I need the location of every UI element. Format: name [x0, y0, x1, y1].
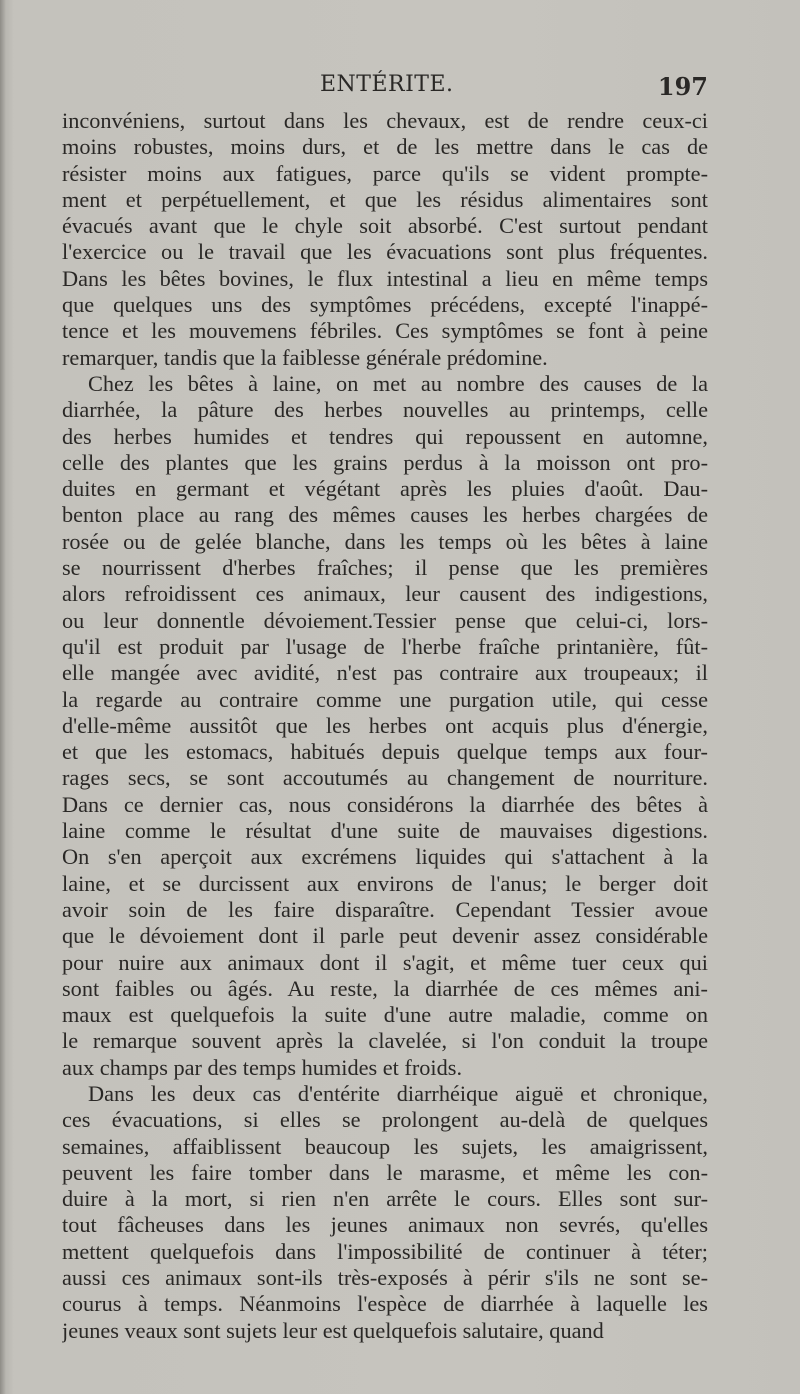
text-line: l'exercice ou le travail que les évacuations sont plus fréquentes.: [62, 239, 708, 265]
text-line: semaines, affaiblissent beaucoup les sujets, les amaigrissent,: [62, 1133, 708, 1159]
text-line: que quelques uns des symptômes précédens, excepté l'inappé-: [62, 292, 708, 318]
text-line: aux champs par des temps humides et froids.: [62, 1054, 463, 1080]
text-line: On s'en aperçoit aux excrémens liquides qui s'attachent à la: [62, 844, 708, 870]
text-line: la regarde au contraire comme une purgation utile, qui cesse: [62, 686, 708, 712]
text-line: Dans ce dernier cas, nous considérons la diarrhée des bêtes à: [62, 791, 708, 817]
text-line: mettent quelquefois dans l'impossibilité de continuer à téter;: [62, 1238, 708, 1264]
text-line: que le dévoiement dont il parle peut devenir assez considérable: [62, 923, 708, 949]
text-line: qu'il est produit par l'usage de l'herbe fraîche printanière, fût-: [62, 633, 708, 659]
text-line: le remarque souvent après la clavelée, si l'on conduit la troupe: [62, 1028, 708, 1054]
text-line: résister moins aux fatigues, parce qu'ils se vident prompte-: [62, 160, 708, 186]
text-line: Dans les bêtes bovines, le flux intestinal a lieu en même temps: [62, 265, 708, 291]
text-line: peuvent les faire tomber dans le marasme, et même les con-: [62, 1159, 708, 1185]
paragraph: [62, 108, 708, 371]
text-line: tence et les mouvemens fébriles. Ces symptômes se font à peine: [62, 318, 708, 344]
text-line: laine comme le résultat d'une suite de mauvaises digestions.: [62, 818, 708, 844]
text-line: sont faibles ou âgés. Au reste, la diarrhée de ces mêmes ani-: [62, 975, 708, 1001]
text-line: duites en germant et végétant après les pluies d'août. Dau-: [62, 476, 708, 502]
text-line: avoir soin de les faire disparaître. Cependant Tessier avoue: [62, 896, 708, 922]
text-line: elle mangée avec avidité, n'est pas contraire aux troupeaux; il: [62, 660, 708, 686]
text-line: Chez les bêtes à laine, on met au nombre des causes de la: [88, 370, 708, 396]
text-line: courus à temps. Néanmoins l'espèce de diarrhée à laquelle les: [62, 1291, 708, 1317]
text-line: se nourrissent d'herbes fraîches; il pense que les premières: [62, 555, 708, 581]
text-line: tout fâcheuses dans les jeunes animaux non sevrés, qu'elles: [62, 1212, 708, 1238]
text-line: remarquer, tandis que la faiblesse générale prédomine.: [62, 344, 548, 370]
text-line: aussi ces animaux sont-ils très-exposés à périr s'ils ne sont se-: [62, 1265, 708, 1291]
text-line: rosée ou de gelée blanche, dans les temps où les bêtes à laine: [62, 528, 708, 554]
text-line: jeunes veaux sont sujets leur est quelquefois salutaire, quand: [62, 1317, 604, 1343]
text-line: moins robustes, moins durs, et de les mettre dans le cas de: [62, 134, 708, 160]
text-line: diarrhée, la pâture des herbes nouvelles au printemps, celle: [62, 397, 708, 423]
text-line: pour nuire aux animaux dont il s'agit, et même tuer ceux qui: [62, 949, 708, 975]
text-line: rages secs, se sont accoutumés au changement de nourriture.: [62, 765, 708, 791]
paragraph: [62, 371, 708, 1081]
text-line: des herbes humides et tendres qui repoussent en automne,: [62, 423, 708, 449]
running-title: ENTÉRITE.: [320, 72, 454, 97]
page-number: 197: [657, 72, 708, 101]
text-line: alors refroidissent ces animaux, leur causent des indigestions,: [62, 581, 708, 607]
text-line: benton place au rang des mêmes causes les herbes chargées de: [62, 502, 708, 528]
text-line: ces évacuations, si elles se prolongent au-delà de quelques: [62, 1107, 708, 1133]
text-line: duire à la mort, si rien n'en arrête le cours. Elles sont sur-: [62, 1186, 708, 1212]
page-header: [62, 72, 708, 102]
text-line: inconvéniens, surtout dans les chevaux, est de rendre ceux-ci: [62, 108, 708, 133]
paragraph: [62, 1081, 708, 1344]
body-text: [62, 108, 708, 1344]
text-line: celle des plantes que les grains perdus à la moisson ont pro-: [62, 449, 708, 475]
text-line: évacués avant que le chyle soit absorbé. C'est surtout pendant: [62, 213, 708, 239]
text-line: et que les estomacs, habitués depuis quelque temps aux four-: [62, 739, 708, 765]
text-line: ment et perpétuellement, et que les résidus alimentaires sont: [62, 186, 708, 212]
text-line: maux est quelquefois la suite d'une autre maladie, comme on: [62, 1002, 708, 1028]
text-line: d'elle-même aussitôt que les herbes ont acquis plus d'énergie,: [62, 712, 708, 738]
text-line: Dans les deux cas d'entérite diarrhéique aiguë et chronique,: [88, 1080, 708, 1106]
text-line: ou leur donnentle dévoiement.Tessier pense que celui-ci, lors-: [62, 607, 708, 633]
text-line: laine, et se durcissent aux environs de l'anus; le berger doit: [62, 870, 708, 896]
